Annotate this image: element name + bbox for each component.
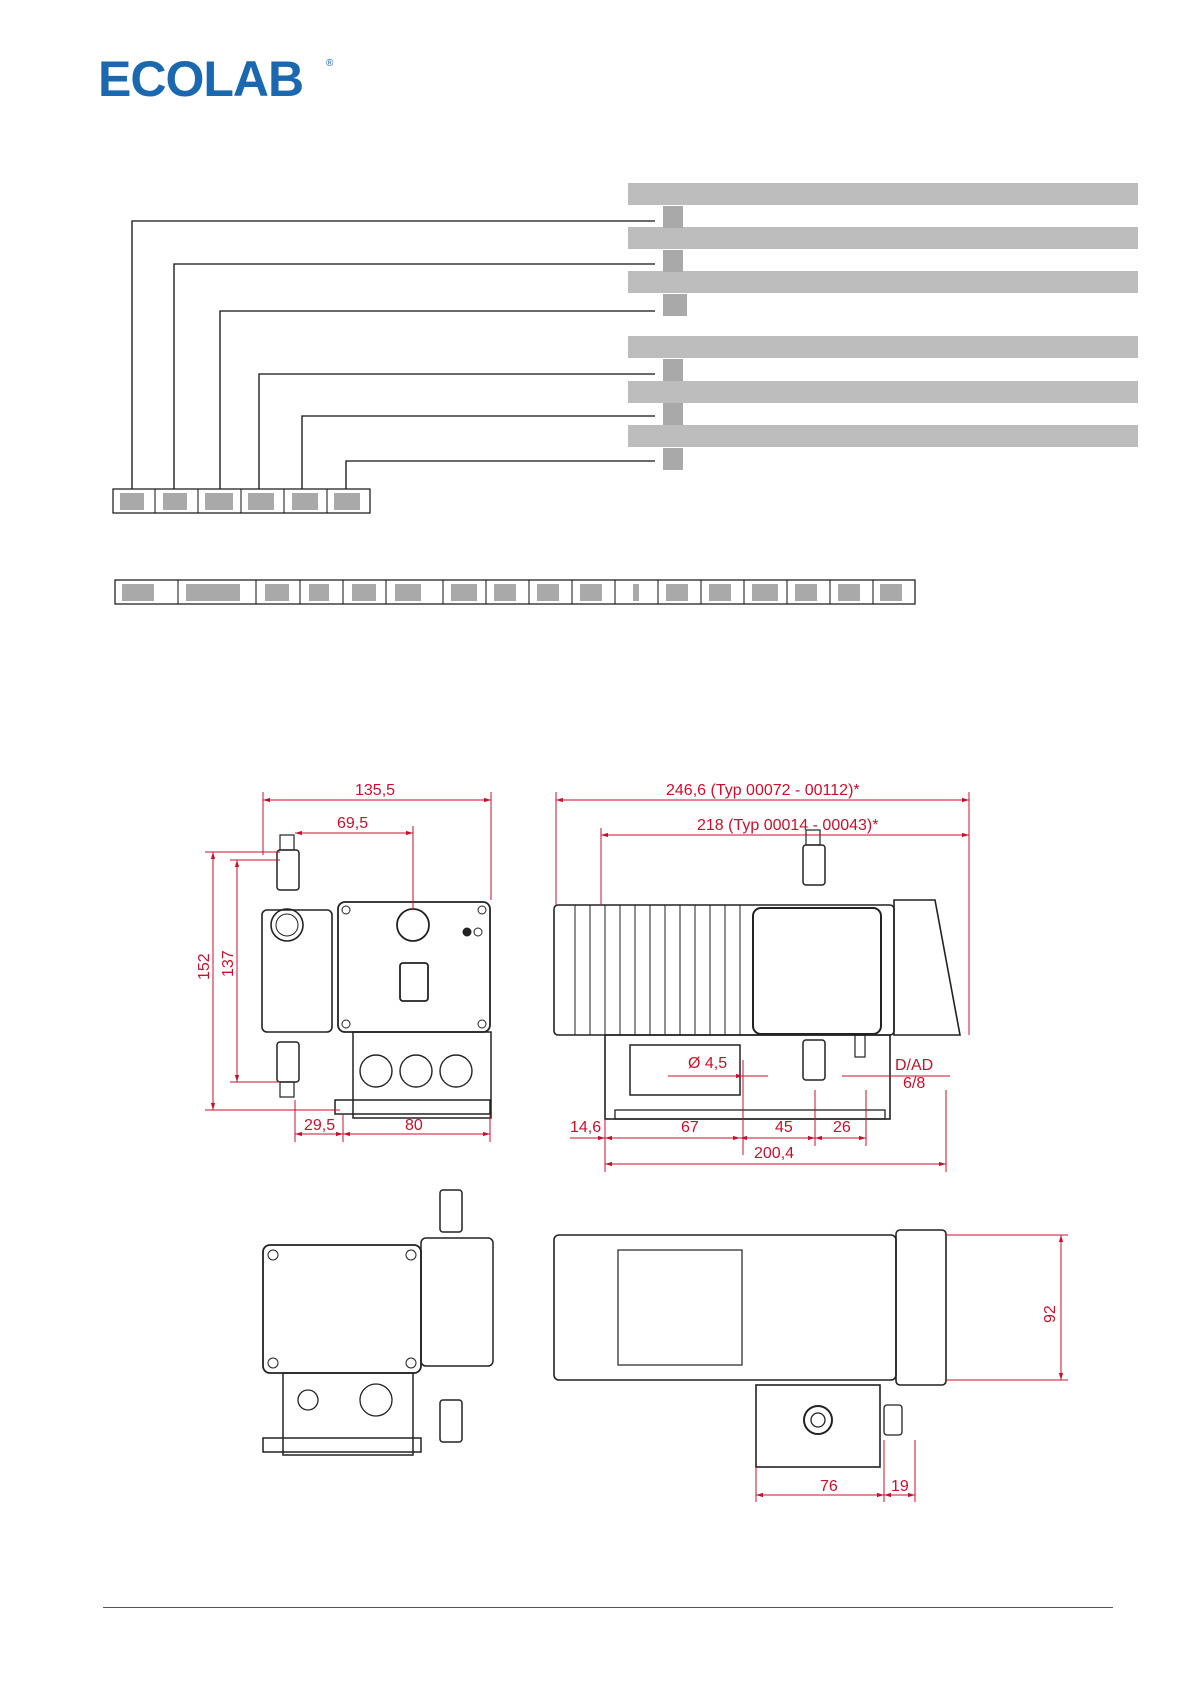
dim-top-height: 92 bbox=[1042, 1305, 1059, 1323]
dim-front-height-inner: 137 bbox=[220, 950, 237, 977]
dim-front-width: 135,5 bbox=[355, 782, 396, 799]
code-box bbox=[113, 489, 370, 513]
dim-top-seg-2: 19 bbox=[891, 1478, 909, 1495]
dim-side-seg-3: 26 bbox=[833, 1119, 851, 1136]
redacted-bar bbox=[628, 336, 1138, 358]
dim-side-offset: 14,6 bbox=[570, 1119, 602, 1136]
dim-top-seg-1: 76 bbox=[820, 1478, 838, 1495]
dim-side-base-total: 200,4 bbox=[754, 1145, 795, 1162]
side-view-dimensions bbox=[556, 782, 969, 1172]
redacted-bar bbox=[628, 227, 1138, 249]
footer-divider bbox=[103, 1607, 1113, 1608]
dim-front-base-width: 80 bbox=[405, 1117, 423, 1134]
dim-side-length-short: 218 (Typ 00014 - 00043)* bbox=[697, 817, 879, 834]
dim-side-length-long: 246,6 (Typ 00072 - 00112)* bbox=[666, 782, 860, 799]
rear-view bbox=[263, 1190, 493, 1455]
logo-text: ECOLAB bbox=[98, 52, 304, 104]
order-code-diagram bbox=[0, 0, 1191, 640]
dimension-drawing bbox=[0, 760, 1191, 1520]
dim-front-height-outer: 152 bbox=[196, 953, 213, 980]
top-view bbox=[554, 1230, 946, 1467]
dim-connector-size: 6/8 bbox=[903, 1075, 926, 1092]
redacted-bars bbox=[628, 183, 1138, 447]
dim-side-seg-1: 67 bbox=[681, 1119, 699, 1136]
redacted-bar bbox=[628, 381, 1138, 403]
redacted-bar bbox=[628, 183, 1138, 205]
redacted-bar bbox=[628, 425, 1138, 447]
article-code-row bbox=[115, 580, 915, 604]
redacted-bar bbox=[628, 271, 1138, 293]
logo-registered-mark: ® bbox=[326, 58, 334, 69]
dim-hole-diameter: Ø 4,5 bbox=[688, 1055, 728, 1072]
dim-front-base-offset: 29,5 bbox=[304, 1117, 336, 1134]
top-view-dimensions bbox=[756, 1235, 1068, 1502]
dim-front-center: 69,5 bbox=[337, 815, 369, 832]
front-view bbox=[262, 835, 491, 1118]
dim-side-seg-2: 45 bbox=[775, 1119, 793, 1136]
front-view-dimensions bbox=[196, 782, 491, 1142]
dim-connector-label: D/AD bbox=[895, 1057, 934, 1074]
code-connector-lines bbox=[132, 221, 655, 489]
